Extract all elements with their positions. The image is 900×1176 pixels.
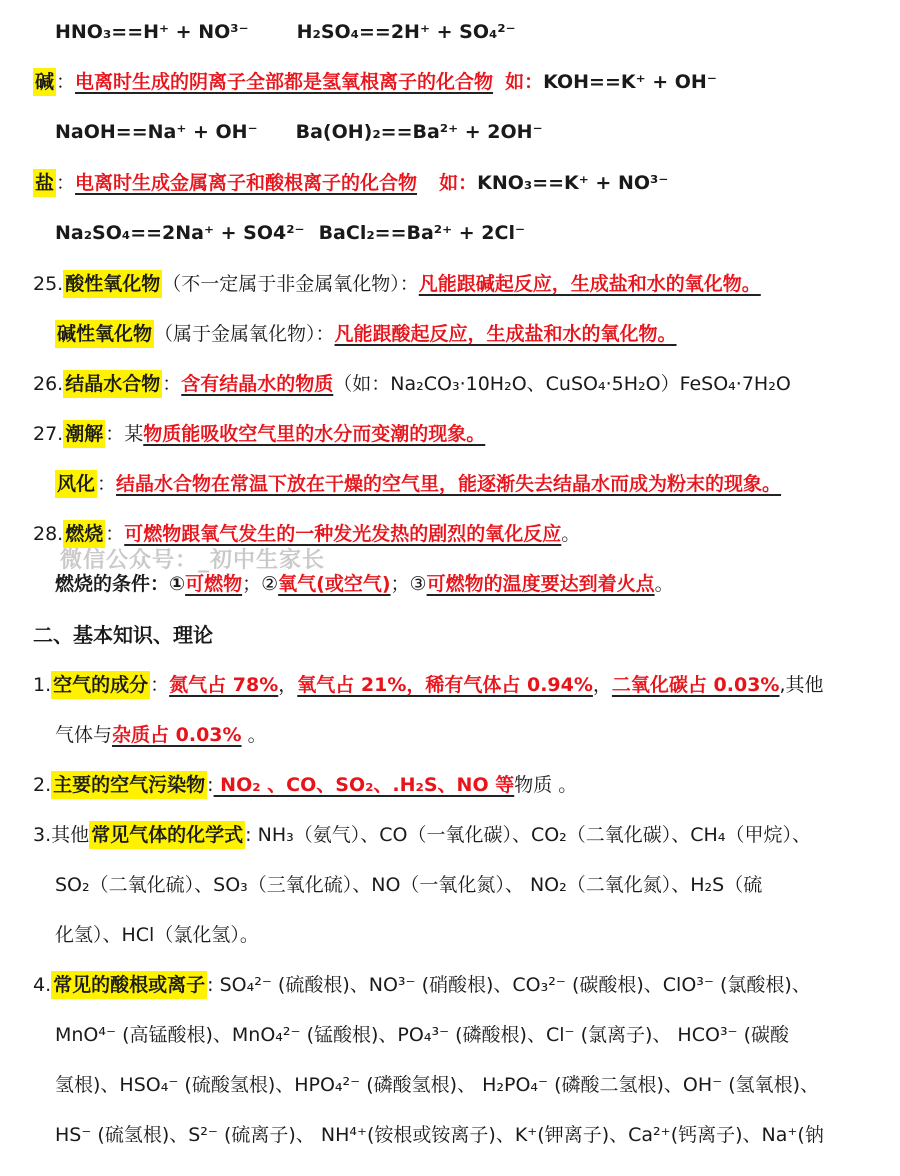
item-27: 27. 潮解 ：某物质能吸收空气里的水分而变潮的现象。 <box>33 420 485 448</box>
crystal-hydrate-examples: （如：Na₂CO₃·10H₂O、CuSO₄·5H₂O）FeSO₄·7H₂O <box>333 373 791 395</box>
item-25b: 碱性氧化物 （属于金属氧化物）：凡能跟酸起反应，生成盐和水的氧化物。 <box>55 320 677 348</box>
equation-hno3: HNO₃==H⁺ + NO³⁻ <box>55 21 249 43</box>
salt-def-text: 电离时生成金属离子和酸根离子的化合物 <box>75 172 418 194</box>
combustion-conditions: 燃烧的条件：①可燃物；②氧气(或空气)；③可燃物的温度要达到着火点。 <box>55 573 674 595</box>
term-basic-oxide: 碱性氧化物 <box>55 320 154 348</box>
knowledge-3-line2: SO₂（二氧化硫）、SO₃（三氧化硫）、NO（一氧化氮）、 NO₂（二氧化氮）、H₂S（硫 <box>55 874 763 896</box>
deliquescence-def: 物质能吸收空气里的水分而变潮的现象。 <box>143 423 486 445</box>
base-def-text: 电离时生成的阴离子全部都是氢氧根离子的化合物 <box>75 71 494 93</box>
term-salt: 盐 <box>33 169 56 197</box>
knowledge-3-line3: 化氢）、HCl（氯化氢）。 <box>55 924 259 946</box>
knowledge-4-line2: MnO⁴⁻ (高锰酸根)、MnO₄²⁻ (锰酸根)、PO₄³⁻ (磷酸根)、Cl⁻ (氯离子)、 HCO³⁻ (碳酸 <box>55 1024 790 1046</box>
combustion-def: 可燃物跟氧气发生的一种发光发热的剧烈的氧化反应 <box>124 523 562 545</box>
equation-row-bases <box>55 118 543 146</box>
item-28: 28. 燃烧 ：可燃物跟氧气发生的一种发光发热的剧烈的氧化反应。 <box>33 520 580 548</box>
equation-kno3: KNO₃==K⁺ + NO³⁻ <box>477 172 669 194</box>
efflorescence-def: 结晶水合物在常温下放在干燥的空气里，能逐渐失去结晶水而成为粉末的现象。 <box>116 473 782 495</box>
base-definition: 碱 ：电离时生成的阴离子全部都是氢氧根离子的化合物 如：KOH==K⁺ + OH⁻ <box>33 68 717 96</box>
item-27b: 风化 ：结晶水合物在常温下放在干燥的空气里，能逐渐失去结晶水而成为粉末的现象。 <box>55 470 781 498</box>
term-gas-formulas: 常见气体的化学式 <box>89 821 245 849</box>
basic-oxide-def: 凡能跟酸起反应，生成盐和水的氧化物。 <box>334 323 677 345</box>
equation-na2so4: Na₂SO₄==2Na⁺ + SO4²⁻ <box>55 222 305 244</box>
term-combustion: 燃烧 <box>63 520 105 548</box>
equation-baoh2: Ba(OH)₂==Ba²⁺ + 2OH⁻ <box>295 121 543 143</box>
equation-koh: KOH==K⁺ + OH⁻ <box>543 71 717 93</box>
term-efflorescence: 风化 <box>55 470 97 498</box>
equation-naoh: NaOH==Na⁺ + OH⁻ <box>55 121 258 143</box>
knowledge-4-line4: HS⁻ (硫氢根)、S²⁻ (硫离子)、 NH⁴⁺(铵根或铵离子)、K⁺(钾离子)、Ca²⁺(钙离子)、Na⁺(钠 <box>55 1124 824 1146</box>
term-radicals-ions: 常见的酸根或离子 <box>51 971 207 999</box>
knowledge-1-line2: 气体与杂质占 0.03% 。 <box>55 724 267 746</box>
watermark: 微信公众号：_初中生家长 <box>60 548 326 573</box>
knowledge-3: 3.其他 常见气体的化学式 : NH₃（氨气）、CO（一氧化碳）、CO₂（二氧化碳）、CH₄（甲烷）、 <box>33 821 811 849</box>
equation-row-salts <box>55 219 525 247</box>
equation-bacl2: BaCl₂==Ba²⁺ + 2Cl⁻ <box>318 222 526 244</box>
knowledge-1: 1. 空气的成分 ：氮气占 78%，氧气占 21%，稀有气体占 0.94%，二氧化碳占 0.03%,其他 <box>33 671 824 699</box>
salt-definition: 盐 ：电离时生成金属离子和酸根离子的化合物 如：KNO₃==K⁺ + NO³⁻ <box>33 169 668 197</box>
knowledge-4: 4. 常见的酸根或离子 : SO₄²⁻ (硫酸根)、NO³⁻ (硝酸根)、CO₃²⁻ (碳酸根)、ClO³⁻ (氯酸根)、 <box>33 971 811 999</box>
term-acidic-oxide: 酸性氧化物 <box>63 270 162 298</box>
item-25: 25. 酸性氧化物 （不一定属于非金属氧化物）：凡能跟碱起反应，生成盐和水的氧化物。 <box>33 270 761 298</box>
section-title: 二、基本知识、理论 <box>33 623 213 647</box>
term-base: 碱 <box>33 68 56 96</box>
acidic-oxide-def: 凡能跟碱起反应，生成盐和水的氧化物。 <box>418 273 761 295</box>
term-deliquescence: 潮解 <box>63 420 105 448</box>
item-26: 26. 结晶水合物 ：含有结晶水的物质（如：Na₂CO₃·10H₂O、CuSO₄·5H₂O）FeSO₄·7H₂O <box>33 370 791 398</box>
knowledge-2: 2. 主要的空气污染物 : NO₂ 、CO、SO₂、.H₂S、NO 等物质 。 <box>33 771 577 799</box>
equation-row-acids <box>55 18 516 46</box>
crystal-hydrate-def: 含有结晶水的物质 <box>181 373 334 395</box>
term-air-composition: 空气的成分 <box>51 671 150 699</box>
term-crystal-hydrate: 结晶水合物 <box>63 370 162 398</box>
knowledge-4-line3: 氢根)、HSO₄⁻ (硫酸氢根)、HPO₄²⁻ (磷酸氢根)、 H₂PO₄⁻ (磷酸二氢根)、OH⁻ (氢氧根)、 <box>55 1074 820 1096</box>
equation-h2so4: H₂SO₄==2H⁺ + SO₄²⁻ <box>296 21 516 43</box>
term-air-pollutants: 主要的空气污染物 <box>51 771 207 799</box>
